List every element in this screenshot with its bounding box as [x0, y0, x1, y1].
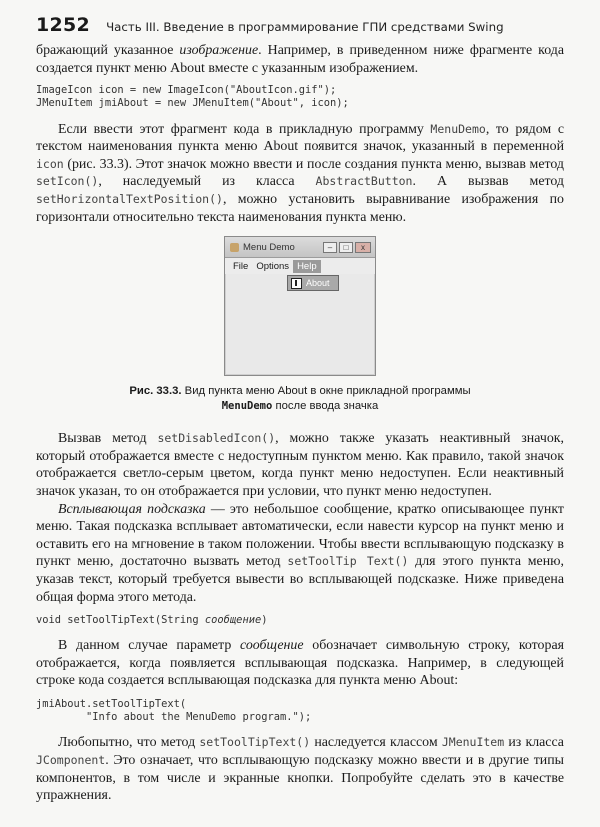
- paragraph-6: [36, 734, 564, 804]
- text: . Например, в приведенном ниже фрагменте кода создается пункт меню About вместе с указанным изображением.: [36, 43, 564, 76]
- text: — это небольшое сообщение, кратко описывающее пункт меню. Такая подсказка всплывает автоматически, если навести курсор на пункт меню и оставить его на мгновение в таком положении. Чтобы ввести всплывающую подсказку в пункт меню, достаточно вызвать метод: [36, 501, 564, 570]
- text: . Это означает, что всплывающую подсказку можно ввести и в другие типы компонентов, в том числе и экранные кнопки. Попробуйте сделать это в качестве упражнения.: [36, 753, 564, 804]
- menu-item-label: About: [306, 278, 330, 289]
- text: наследуется классом: [310, 735, 442, 751]
- figure-caption: [36, 384, 564, 414]
- inline-code: setToolTip Text(): [287, 554, 409, 569]
- window-controls: [323, 242, 371, 253]
- text: после ввода значка: [272, 400, 379, 413]
- maximize-icon[interactable]: □: [339, 242, 353, 253]
- text: бражающий указанное: [36, 43, 180, 58]
- menu-item-about[interactable]: [287, 275, 339, 291]
- minimize-icon[interactable]: –: [323, 242, 337, 253]
- inline-code: setToolTipText(): [199, 735, 311, 750]
- window-titlebar: [225, 237, 375, 258]
- text: (рис. 33.3). Этот значок можно ввести и после создания пункта меню, вызвав метод: [63, 156, 564, 172]
- paragraph-5: [36, 637, 564, 690]
- menu-demo-window-screenshot: [224, 236, 376, 376]
- text: из класса: [504, 735, 564, 751]
- code-line: "Info about the MenuDemo program.");: [36, 711, 312, 724]
- code-block-2: [36, 614, 564, 627]
- inline-code: AbstractButton: [315, 174, 413, 189]
- text: обозначает символьную строку, которая отображается, когда появляется всплывающая подсказка. Например, в следующей строке кода создается всплывающая подсказка для пункта меню About:: [36, 638, 564, 689]
- paragraph-2: [36, 121, 564, 227]
- menu-help[interactable]: Help: [293, 260, 321, 273]
- code-line: ImageIcon icon = new ImageIcon("AboutIcon.gif");: [36, 84, 337, 97]
- italic-term: изображение: [179, 43, 259, 58]
- text: Если ввести этот фрагмент кода в прикладную программу: [58, 121, 431, 137]
- paragraph-3: [36, 430, 564, 500]
- page-header: [36, 14, 564, 38]
- close-icon[interactable]: x: [355, 242, 371, 253]
- text: . А вызвав метод: [412, 174, 564, 190]
- text: Вызвав метод: [58, 431, 158, 447]
- menubar: [225, 258, 375, 274]
- inline-code: setHorizontalTextPosition(): [36, 191, 223, 206]
- text: , то рядом с текстом наименования пункта меню About появится значок, указанный в переменной: [36, 121, 564, 155]
- inline-code: MenuDemo: [430, 121, 486, 136]
- italic-term: сообщение: [240, 638, 304, 654]
- paragraph-4: [36, 501, 564, 607]
- about-icon: [291, 278, 302, 289]
- java-cup-icon: [230, 243, 239, 252]
- text: , можно установить выравнивание изображения по горизонтали относительно текста наименования пункта меню.: [36, 191, 564, 225]
- text: для этого пункта меню, указав текст, который требуется вывести во всплывающей подсказке. Ниже приведена общая форма этого метода.: [36, 554, 564, 605]
- text: Любопытно, что метод: [58, 735, 200, 751]
- code-param: сообщение: [204, 614, 262, 627]
- code-block-3: [36, 698, 564, 724]
- text: , можно также указать неактивный значок, который отображается вместе с недоступным пунктом меню. Как правило, такой значок отображается светло-серым цветом, когда пункт меню недоступен. Если неактивный значок указан, то он отображается при условии, что пункт меню недоступен.: [36, 431, 564, 499]
- menu-file[interactable]: File: [233, 260, 249, 272]
- code-line: JMenuItem jmiAbout = new JMenuItem("About", icon);: [36, 97, 349, 110]
- caption-label: Рис. 33.3.: [129, 385, 182, 398]
- running-head: Часть III. Введение в программирование ГПИ средствами Swing: [106, 20, 504, 34]
- italic-term: Всплывающая подсказка: [58, 501, 206, 517]
- text: , наследуемый из класса: [98, 174, 316, 190]
- text: В данном случае параметр: [58, 638, 240, 654]
- inline-code: setDisabledIcon(): [157, 431, 276, 446]
- code-text: void setToolTipText(String: [36, 614, 205, 627]
- menu-options[interactable]: Options: [256, 260, 290, 272]
- inline-code: MenuDemo: [221, 400, 273, 413]
- inline-code: JMenuItem: [441, 735, 505, 750]
- code-line: jmiAbout.setToolTipText(: [36, 698, 187, 711]
- inline-code: icon: [36, 156, 64, 171]
- book-page: [36, 14, 564, 805]
- page-number: 1252: [36, 14, 91, 36]
- code-block-1: [36, 84, 564, 110]
- window-title: Menu Demo: [243, 241, 295, 253]
- inline-code: setIcon(): [36, 174, 99, 189]
- code-text: ): [261, 614, 268, 627]
- paragraph-1: [36, 42, 564, 77]
- inline-code: JComponent: [36, 753, 106, 768]
- text: Вид пункта меню About в окне прикладной программы: [181, 385, 471, 398]
